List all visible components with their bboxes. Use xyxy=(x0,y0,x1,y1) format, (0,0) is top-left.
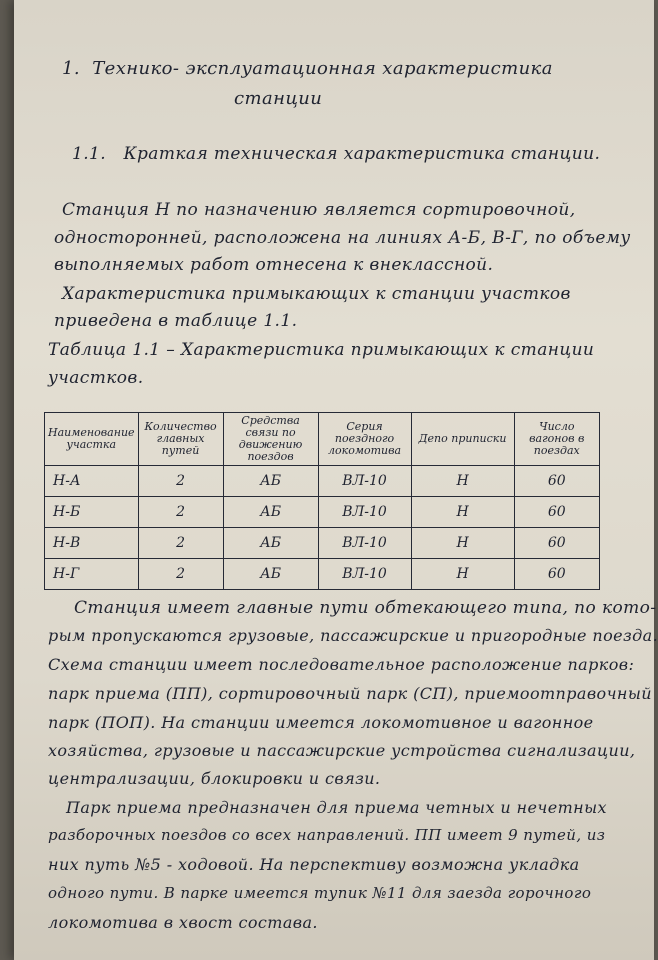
table-cell: Н xyxy=(411,497,514,528)
table-cell: АБ xyxy=(223,466,318,497)
table-header-cell: Депо приписки xyxy=(411,413,514,466)
table-cell: АБ xyxy=(223,497,318,528)
paragraph-line: Схема станции имеет последовательное расположение парков: xyxy=(48,655,635,674)
table-cell: АБ xyxy=(223,528,318,559)
paragraph-line: Таблица 1.1 – Характеристика примыкающих к станции xyxy=(48,340,595,360)
table-row xyxy=(45,497,600,528)
paragraph-line: выполняемых работ отнесена к внеклассной. xyxy=(54,255,494,275)
table-header-row xyxy=(45,413,600,466)
table-header-cell: Средства связи по движению поездов xyxy=(223,413,318,466)
paragraph-line: централизации, блокировки и связи. xyxy=(48,769,381,788)
paragraph-line: Станция имеет главные пути обтекающего типа, по кото- xyxy=(74,598,657,618)
table-cell: Н-Б xyxy=(45,497,139,528)
table-cell: 60 xyxy=(514,497,599,528)
table-cell: Н-В xyxy=(45,528,139,559)
table-header-cell: Количество главных путей xyxy=(138,413,223,466)
table-cell: ВЛ-10 xyxy=(318,528,411,559)
paragraph-line: Парк приема предназначен для приема четных и нечетных xyxy=(66,798,607,817)
heading-number: 1. xyxy=(62,58,80,79)
paragraph-line: разборочных поездов со всех направлений. ПП имеет 9 путей, из xyxy=(48,826,606,844)
heading-line1 xyxy=(62,58,553,79)
subheading-number: 1.1. xyxy=(72,144,107,164)
table-cell: 60 xyxy=(514,559,599,590)
table-row xyxy=(45,559,600,590)
table-header-cell: Серия поездного локомотива xyxy=(318,413,411,466)
table-cell: Н-Г xyxy=(45,559,139,590)
paragraph-line: приведена в таблице 1.1. xyxy=(54,311,298,331)
paragraph-line: Станция Н по назначению является сортировочной, xyxy=(62,200,576,220)
table-cell: 60 xyxy=(514,466,599,497)
table-cell: ВЛ-10 xyxy=(318,559,411,590)
paragraph-line: Характеристика примыкающих к станции участков xyxy=(62,284,571,304)
paragraph-line: них путь №5 - ходовой. На перспективу возможна укладка xyxy=(48,855,580,874)
table-header-cell: Число вагонов в поездах xyxy=(514,413,599,466)
paragraph-line: участков. xyxy=(48,368,144,388)
table-header-cell: Наименование участка xyxy=(45,413,139,466)
table-cell: Н xyxy=(411,466,514,497)
table-row xyxy=(45,466,600,497)
table-cell: Н-А xyxy=(45,466,139,497)
heading-title-line1: Технико- эксплуатационная характеристика xyxy=(92,58,553,79)
paragraph-line: одного пути. В парке имеется тупик №11 для заезда горочного xyxy=(48,884,592,902)
paragraph-line: хозяйства, грузовые и пассажирские устройства сигнализации, xyxy=(48,741,636,760)
table-cell: Н xyxy=(411,528,514,559)
table-cell: 2 xyxy=(138,559,223,590)
table-cell: 60 xyxy=(514,528,599,559)
table-cell: ВЛ-10 xyxy=(318,466,411,497)
subheading xyxy=(72,144,600,164)
table-row xyxy=(45,528,600,559)
heading-title-line2: станции xyxy=(234,88,323,109)
table-cell: 2 xyxy=(138,466,223,497)
paragraph-line: локомотива в хвост состава. xyxy=(48,913,318,932)
paragraph-line: рым пропускаются грузовые, пассажирские и пригородные поезда. xyxy=(48,626,658,645)
sections-table xyxy=(44,412,600,590)
notebook-page xyxy=(14,0,658,960)
table-cell: 2 xyxy=(138,528,223,559)
subheading-text: Краткая техническая характеристика станции. xyxy=(123,144,601,164)
table-cell: Н xyxy=(411,559,514,590)
table-cell: 2 xyxy=(138,497,223,528)
paragraph-line: парк (ПОП). На станции имеется локомотивное и вагонное xyxy=(48,713,594,732)
paragraph-line: односторонней, расположена на линиях А-Б, В-Г, по объему xyxy=(54,228,631,248)
table-cell: АБ xyxy=(223,559,318,590)
paragraph-line: парк приема (ПП), сортировочный парк (СП), приемоотправочный xyxy=(48,684,653,703)
table-cell: ВЛ-10 xyxy=(318,497,411,528)
